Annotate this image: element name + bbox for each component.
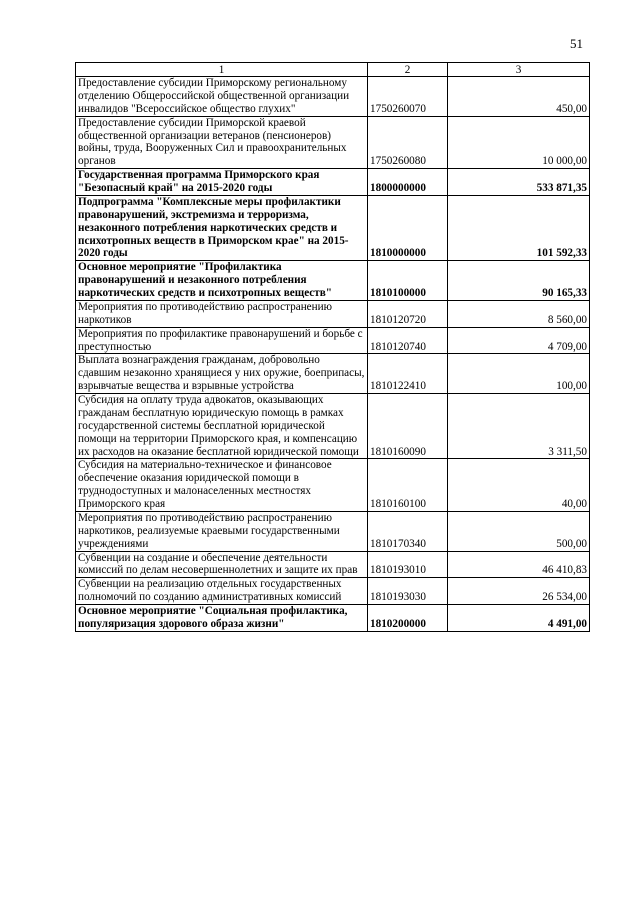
row-sum-cell: 26 534,00	[448, 578, 590, 605]
table-row	[76, 511, 590, 551]
row-sum-cell: 500,00	[448, 511, 590, 551]
row-code-cell: 1750260070	[368, 77, 448, 117]
row-sum-cell: 40,00	[448, 459, 590, 512]
row-name-cell: Подпрограмма "Комплексные меры профилактики правонарушений, экстремизма и терроризма, незаконного потребления наркотических средств и психотропных веществ в Приморском крае" на 2015-2020 годы	[76, 195, 368, 260]
budget-table	[75, 62, 590, 632]
row-sum-cell: 533 871,35	[448, 169, 590, 196]
row-sum-cell: 90 165,33	[448, 261, 590, 301]
row-code-cell: 1810120740	[368, 327, 448, 354]
row-sum-cell: 3 311,50	[448, 394, 590, 459]
row-code-cell: 1810170340	[368, 511, 448, 551]
row-code-cell: 1810160100	[368, 459, 448, 512]
row-code-cell: 1810160090	[368, 394, 448, 459]
table-row	[76, 77, 590, 117]
row-code-cell: 1810193030	[368, 578, 448, 605]
row-name-cell: Предоставление субсидии Приморскому региональному отделению Общероссийской общественной организации инвалидов "Всероссийское общество глухих"	[76, 77, 368, 117]
table-row	[76, 300, 590, 327]
row-sum-cell: 101 592,33	[448, 195, 590, 260]
row-sum-cell: 4 709,00	[448, 327, 590, 354]
row-code-cell: 1810100000	[368, 261, 448, 301]
row-sum-cell: 100,00	[448, 354, 590, 394]
table-row	[76, 394, 590, 459]
row-name-cell: Субвенции на создание и обеспечение деятельности комиссий по делам несовершеннолетних и защите их прав	[76, 551, 368, 578]
row-name-cell: Субвенции на реализацию отдельных государственных полномочий по созданию административных комиссий	[76, 578, 368, 605]
row-name-cell: Выплата вознаграждения гражданам, добровольно сдавшим незаконно хранящиеся у них оружие, боеприпасы, взрывчатые вещества и взрывные устройства	[76, 354, 368, 394]
table-row	[76, 354, 590, 394]
column-header-row	[76, 63, 590, 77]
row-name-cell: Государственная программа Приморского края "Безопасный край" на 2015-2020 годы	[76, 169, 368, 196]
table-row	[76, 327, 590, 354]
table-row	[76, 116, 590, 169]
row-name-cell: Мероприятия по противодействию распространению наркотиков, реализуемые краевыми государственными учреждениями	[76, 511, 368, 551]
row-sum-cell: 450,00	[448, 77, 590, 117]
row-name-cell: Субсидия на оплату труда адвокатов, оказывающих гражданам бесплатную юридическую помощь в рамках государственной системы бесплатной юридической помощи на территории Приморского края, и компенсацию их расходов на оказание бесплатной юридической помощи	[76, 394, 368, 459]
column-header: 2	[368, 63, 448, 77]
row-code-cell: 1810193010	[368, 551, 448, 578]
row-sum-cell: 4 491,00	[448, 605, 590, 632]
row-name-cell: Предоставление субсидии Приморской краевой общественной организации ветеранов (пенсионеров) войны, труда, Вооруженных Сил и правоохранительных органов	[76, 116, 368, 169]
table-row	[76, 551, 590, 578]
table-row	[76, 578, 590, 605]
row-code-cell: 1750260080	[368, 116, 448, 169]
row-sum-cell: 8 560,00	[448, 300, 590, 327]
row-sum-cell: 10 000,00	[448, 116, 590, 169]
table-row	[76, 195, 590, 260]
row-name-cell: Основное мероприятие "Социальная профилактика, популяризация здорового образа жизни"	[76, 605, 368, 632]
row-name-cell: Мероприятия по противодействию распространению наркотиков	[76, 300, 368, 327]
row-code-cell: 1810200000	[368, 605, 448, 632]
row-name-cell: Мероприятия по профилактике правонарушений и борьбе с преступностью	[76, 327, 368, 354]
row-code-cell: 1800000000	[368, 169, 448, 196]
page-number: 51	[570, 36, 583, 51]
table-row	[76, 261, 590, 301]
table-row	[76, 169, 590, 196]
table-row	[76, 605, 590, 632]
table-row	[76, 459, 590, 512]
row-code-cell: 1810120720	[368, 300, 448, 327]
row-code-cell: 1810122410	[368, 354, 448, 394]
row-code-cell: 1810000000	[368, 195, 448, 260]
budget-table-body	[76, 63, 590, 632]
row-name-cell: Субсидия на материально-техническое и финансовое обеспечение оказания юридической помощи в труднодоступных и малонаселенных местностях Приморского края	[76, 459, 368, 512]
row-sum-cell: 46 410,83	[448, 551, 590, 578]
column-header: 1	[76, 63, 368, 77]
column-header: 3	[448, 63, 590, 77]
row-name-cell: Основное мероприятие "Профилактика правонарушений и незаконного потребления наркотических средств и психотропных веществ"	[76, 261, 368, 301]
